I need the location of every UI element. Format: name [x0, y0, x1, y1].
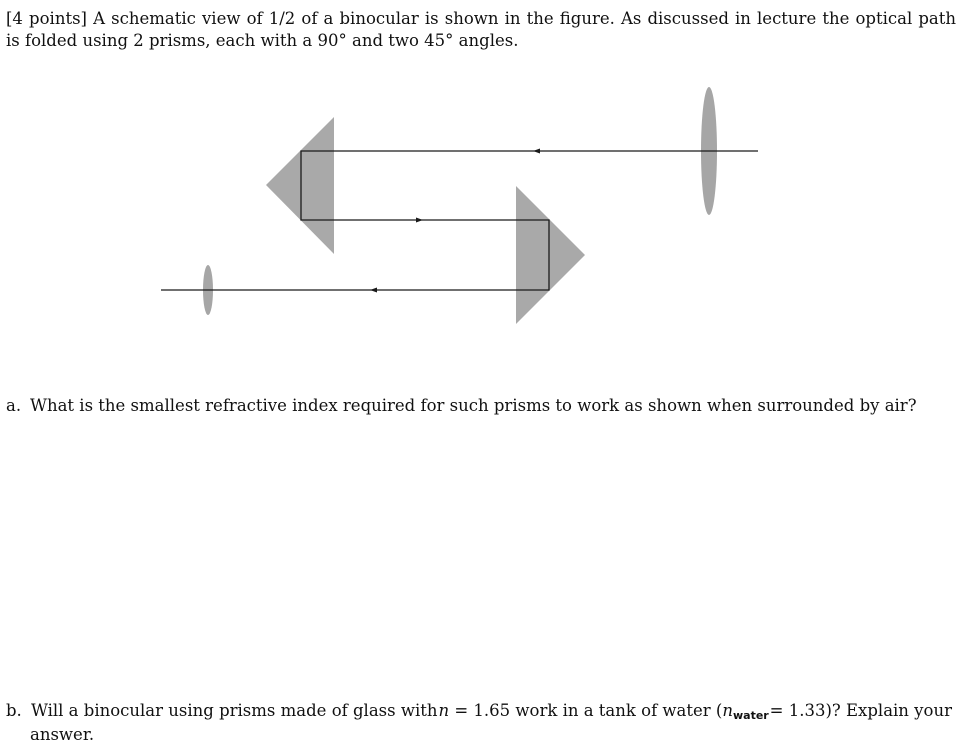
ray-arrow-bottom — [370, 288, 377, 293]
n-symbol: n — [438, 701, 450, 720]
question-a — [6, 395, 956, 417]
n-water-equals-value: = 1.33)? Explain your — [769, 701, 952, 720]
ray-arrow-top — [533, 149, 540, 154]
question-b — [6, 700, 956, 746]
question-b-text-before: Will a binocular using prisms made of glass with — [30, 701, 438, 720]
n-water-subscript: water — [733, 709, 769, 722]
optical-ray-path — [161, 151, 758, 290]
right-prism — [516, 186, 585, 324]
question-b-text-line2: answer. — [30, 725, 95, 744]
question-a-label: a. — [6, 396, 22, 415]
ray-arrow-middle — [416, 218, 423, 223]
problem-intro: [4 points] A schematic view of 1/2 of a binocular is shown in the figure. As discussed in lecture the optical path is folded using 2 prisms, each with a 90° and two 45° angles. — [6, 9, 956, 50]
n-equals-value: = 1.65 work in a tank of water ( — [454, 701, 723, 720]
question-a-text: What is the smallest refractive index required for such prisms to work as shown when surrounded by air? — [30, 396, 917, 415]
left-prism — [266, 117, 334, 254]
question-b-label: b. — [6, 701, 22, 720]
n-water-symbol: n — [722, 701, 733, 720]
